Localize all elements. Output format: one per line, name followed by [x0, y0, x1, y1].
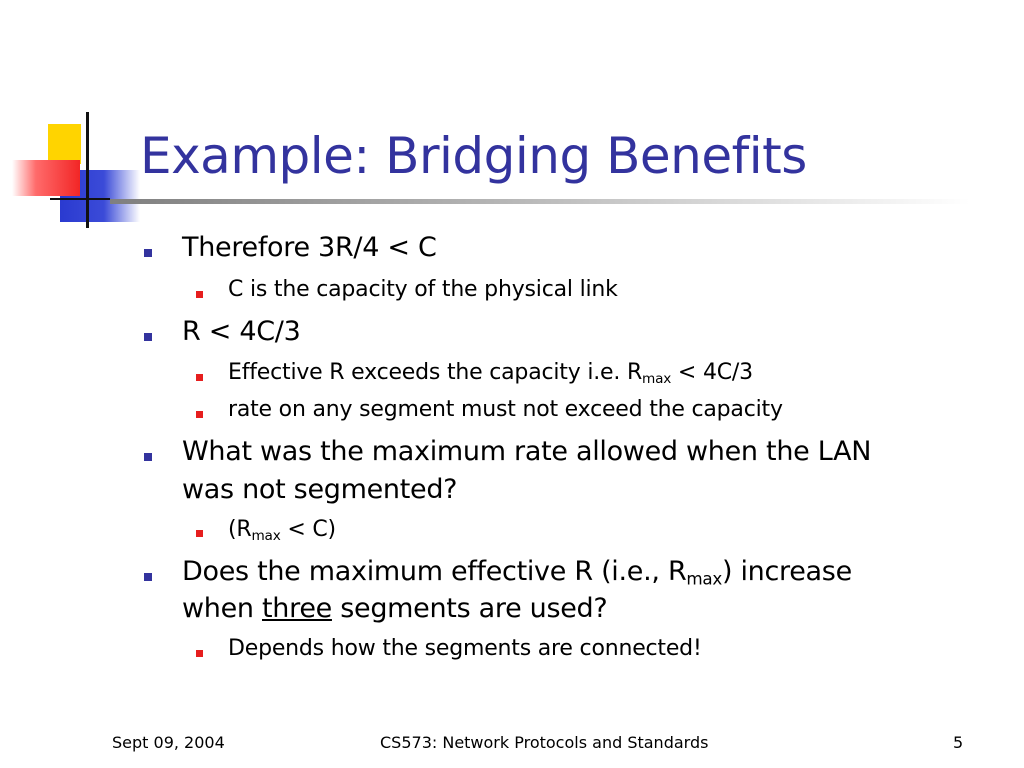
sub-bullet-item — [228, 357, 988, 389]
sub-bullet-marker-square — [196, 291, 203, 298]
bullet-marker-square — [144, 573, 152, 581]
footer-page-number: 5 — [953, 733, 964, 752]
sub-bullet-item: C is the capacity of the physical link — [228, 277, 618, 302]
page-title: Example: Bridging Benefits — [140, 127, 807, 185]
footer-course-title: CS573: Network Protocols and Standards — [380, 733, 709, 752]
sub-bullet-marker-square — [196, 374, 203, 381]
sub-bullet-text: < 4C/3 — [671, 360, 753, 385]
bullet-item: Therefore 3R/4 < C — [182, 232, 437, 263]
bullet-item-continuation: was not segmented? — [182, 474, 458, 505]
bullet-text: when — [182, 593, 263, 624]
bullet-text: ) increase — [721, 556, 852, 587]
sub-bullet-item: rate on any segment must not exceed the capacity — [228, 397, 783, 422]
underlined-word: three — [262, 593, 332, 624]
subscript-max: max — [642, 370, 672, 387]
footer-date: Sept 09, 2004 — [112, 733, 225, 752]
bullet-item-continuation — [182, 591, 982, 627]
sub-bullet-item — [228, 514, 988, 546]
bullet-text: segments are used? — [331, 593, 608, 624]
sub-bullet-text: Effective R exceeds the capacity i.e. R — [228, 360, 643, 385]
bullet-marker-square — [144, 453, 152, 461]
subscript-max: max — [686, 568, 722, 589]
subscript-max: max — [251, 527, 281, 544]
sub-bullet-marker-square — [196, 650, 203, 657]
bullet-text: Does the maximum effective R (i.e., R — [182, 556, 687, 587]
bullet-item: R < 4C/3 — [182, 316, 301, 347]
sub-bullet-marker-square — [196, 530, 203, 537]
sub-bullet-text: (R — [228, 517, 252, 542]
sub-bullet-text: < C) — [280, 517, 336, 542]
bullet-item: What was the maximum rate allowed when the LAN — [182, 436, 872, 467]
sub-bullet-marker-square — [196, 411, 203, 418]
bullet-item — [182, 554, 982, 590]
bullet-marker-square — [144, 333, 152, 341]
bullet-marker-square — [144, 249, 152, 257]
sub-bullet-item: Depends how the segments are connected! — [228, 636, 702, 661]
